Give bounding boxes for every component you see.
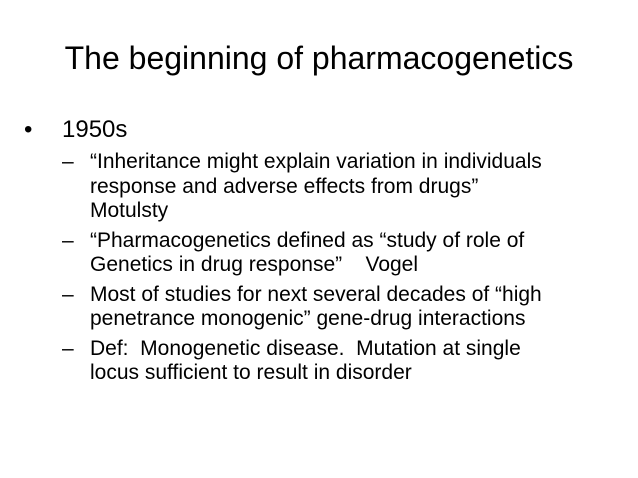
sub-item-line: Def: Monogenetic disease. Mutation at single	[90, 336, 521, 360]
sub-item-line: Genetics in drug response” Vogel	[90, 253, 419, 276]
bullet-icon: •	[24, 116, 33, 143]
sub-item-line: Motulsty	[90, 199, 169, 222]
sub-item-line: “Pharmacogenetics defined as “study of role of	[90, 228, 525, 252]
sub-item-line: locus sufficient to result in disorder	[90, 361, 412, 384]
dash-icon: –	[62, 150, 74, 173]
sub-item-line: response and adverse effects from drugs”	[90, 174, 479, 198]
sub-item-line: “Inheritance might explain variation in individuals	[90, 150, 542, 173]
sub-item-pharmacogenetics-definition	[62, 229, 622, 278]
bullet-text: 1950s	[62, 116, 128, 143]
sub-item-line: Most of studies for next several decades of “high	[90, 282, 542, 306]
slide-title: The beginning of pharmacogenetics	[64, 40, 574, 76]
sub-item-line: penetrance monogenic” gene-drug interactions	[90, 307, 526, 330]
sub-item-inheritance	[62, 150, 622, 224]
dash-icon: –	[62, 282, 74, 306]
sub-item-studies	[62, 283, 622, 332]
bullet-item-1950s	[24, 114, 127, 146]
sub-bullet-list	[62, 150, 622, 391]
dash-icon: –	[62, 336, 74, 360]
dash-icon: –	[62, 228, 74, 252]
sub-item-definition	[62, 337, 622, 386]
